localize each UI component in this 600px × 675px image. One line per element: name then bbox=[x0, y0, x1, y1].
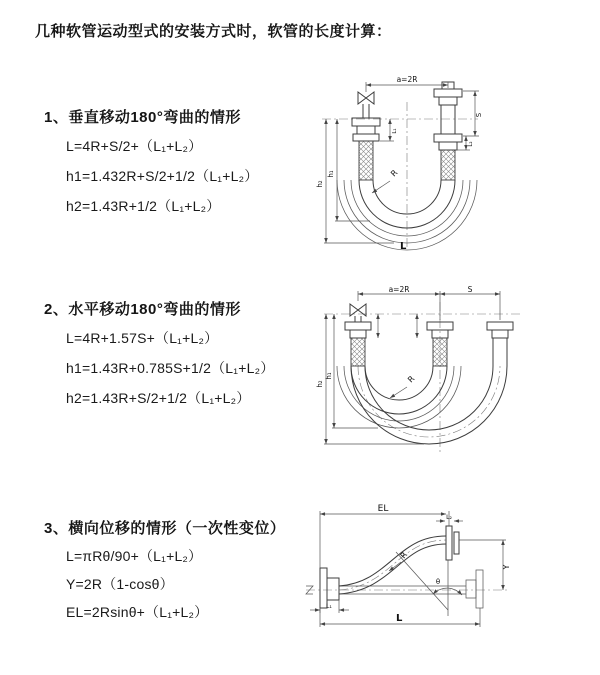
diagram-lateral-displacement-drawing bbox=[298, 502, 568, 638]
dim-label-l2: L₂ bbox=[446, 514, 452, 521]
diagram-vertical-bend-drawing bbox=[306, 74, 532, 256]
middle-hose-braid bbox=[433, 338, 447, 366]
section1-formula-h1: h1=1.432R+S/2+1/2（L₁+L₂） bbox=[66, 168, 259, 184]
diagram-horizontal-bend-drawing bbox=[312, 284, 544, 458]
dim-label-l-total: L bbox=[400, 241, 407, 252]
upper-flange bbox=[446, 526, 459, 560]
section2-heading: 2、水平移动180°弯曲的情形 bbox=[44, 301, 241, 318]
right-flange bbox=[487, 322, 513, 366]
dim-label-a2r: a=2R bbox=[396, 75, 418, 84]
section1-formula-h2: h2=1.43R+1/2（L₁+L₂） bbox=[66, 198, 221, 214]
diagram-lateral-displacement bbox=[298, 502, 568, 638]
section1-heading: 1、垂直移动180°弯曲的情形 bbox=[44, 109, 241, 126]
hose-u-bend-moved bbox=[351, 366, 507, 444]
dim-label-h2: h₂ bbox=[316, 180, 324, 188]
angle-label: θ bbox=[435, 578, 441, 586]
dim-label-s: S bbox=[475, 112, 483, 118]
construction-lines bbox=[396, 552, 448, 616]
left-hose-braid bbox=[359, 141, 373, 180]
diagram-vertical-bend bbox=[306, 74, 532, 256]
valve-icon bbox=[358, 92, 374, 118]
hose-displaced-position bbox=[339, 536, 446, 594]
dimensions bbox=[310, 504, 511, 627]
right-flange-assembly bbox=[434, 82, 462, 150]
dim-label-h2: h₂ bbox=[316, 380, 324, 388]
dim-label-a2r: a=2R bbox=[388, 285, 410, 294]
section3-formula-l: L=πRθ/90+（L₁+L₂） bbox=[66, 548, 203, 564]
section2-formula-h2: h2=1.43R+S/2+1/2（L₁+L₂） bbox=[66, 390, 251, 406]
radius-label: R bbox=[398, 550, 410, 561]
page-title: 几种软管运动型式的安装方式时，软管的长度计算： bbox=[35, 23, 392, 40]
hose-u-bend-near bbox=[337, 366, 461, 428]
dim-label-s: S bbox=[467, 285, 473, 294]
radius-label: R bbox=[406, 374, 417, 385]
valve-icon bbox=[350, 304, 366, 322]
section1-formula-l: L=4R+S/2+（L₁+L₂） bbox=[66, 138, 203, 154]
dim-label-el: EL bbox=[377, 504, 389, 514]
left-flange bbox=[352, 118, 380, 141]
section3-heading: 3、横向位移的情形（一次性变位） bbox=[44, 520, 286, 537]
dim-label-h1: h₁ bbox=[325, 372, 333, 380]
left-flange bbox=[320, 568, 339, 608]
dim-label-l1: L₁ bbox=[326, 603, 332, 610]
section2-formula-l: L=4R+1.57S+（L₁+L₂） bbox=[66, 330, 219, 346]
diagram-horizontal-bend bbox=[312, 284, 544, 458]
dim-label-l1: L₁ bbox=[392, 128, 398, 134]
left-flange bbox=[345, 322, 371, 338]
dim-label-l-total: L bbox=[396, 613, 403, 624]
right-hose-braid bbox=[441, 150, 455, 180]
dim-label-l2: L₂ bbox=[468, 141, 474, 147]
section3-formula-el: EL=2Rsinθ+（L₁+L₂） bbox=[66, 604, 209, 620]
dim-label-h1: h₁ bbox=[327, 170, 335, 178]
dim-label-y: Y bbox=[502, 564, 511, 570]
section2-formula-h1: h1=1.43R+0.785S+1/2（L₁+L₂） bbox=[66, 360, 275, 376]
dimensions bbox=[316, 75, 483, 252]
left-hose-braid bbox=[351, 338, 365, 366]
radius-label: R bbox=[389, 168, 400, 179]
section3-formula-y: Y=2R（1-cosθ） bbox=[66, 576, 174, 592]
hose-original-position bbox=[339, 570, 483, 608]
